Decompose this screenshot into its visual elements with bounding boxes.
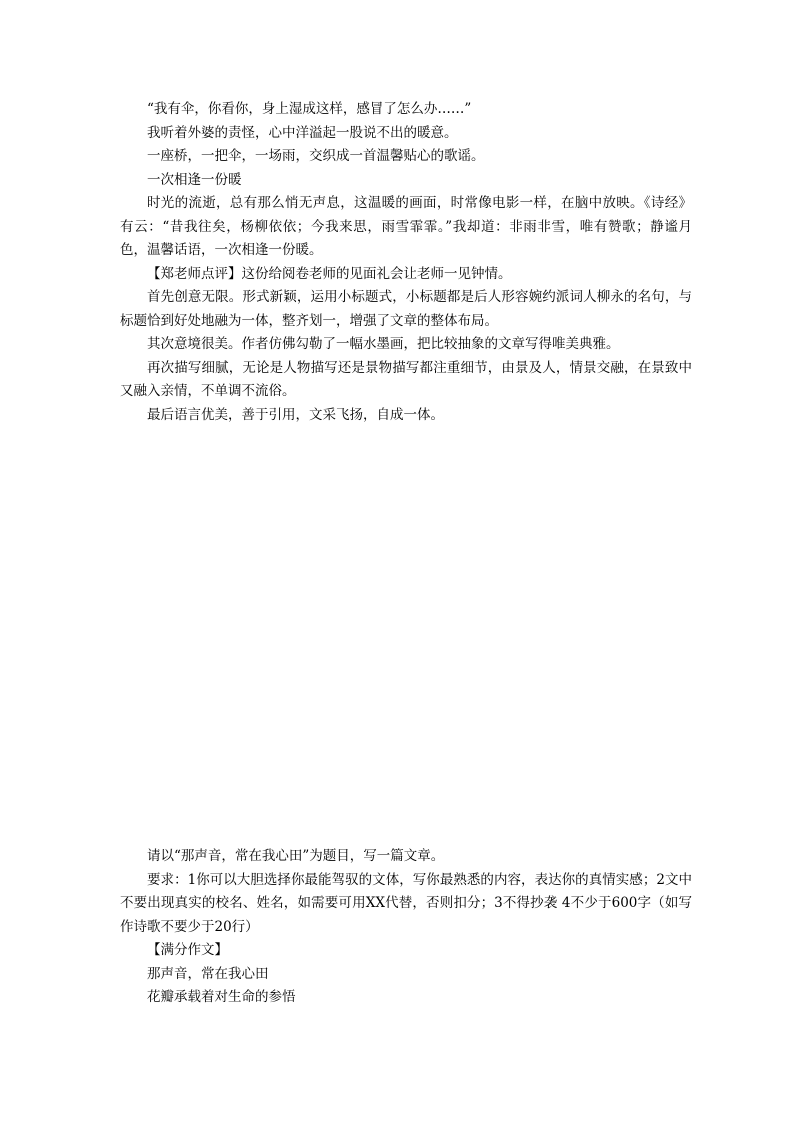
writing-prompt <box>120 845 692 1010</box>
prompt-paragraph: 请以“那声音，常在我心田”为题目，写一篇文章。 <box>147 848 445 864</box>
essay-subtitle: 花瓣承载着对生命的参悟 <box>147 989 296 1005</box>
comment-paragraph: 其次意境很美。作者仿佛勾勒了一幅水墨画，把比较抽象的文章写得唯美典雅。 <box>147 336 620 352</box>
requirements-paragraph: 要求：1你可以大胆选择你最能驾驭的文体，写你最熟悉的内容，表达你的真情实感；2文中不要出现真实的校名、姓名，如需要可用XX代替，否则扣分；3不得抄袭 4不少于600字（如写作诗歌不要少于20行） <box>120 871 692 935</box>
subheading: 一次相逢一份暖 <box>147 171 242 188</box>
model-essay-heading: 【满分作文】 <box>147 942 228 958</box>
quote-paragraph: “我有伞，你看你，身上湿成这样，感冒了怎么办……” <box>147 101 472 117</box>
teacher-comment-heading: 【郑老师点评】这份给阅卷老师的见面礼会让老师一见钟情。 <box>147 265 512 282</box>
comment-paragraph: 首先创意无限。形式新颖，运用小标题式，小标题都是后人形容婉约派词人柳永的名句，与标题恰到好处地融为一体，整齐划一，增强了文章的整体布局。 <box>120 289 692 329</box>
comment-paragraph: 再次描写细腻，无论是人物描写还是景物描写都注重细节，由景及人，情景交融，在景致中又融入亲情，不单调不流俗。 <box>120 359 692 399</box>
essay-excerpt <box>120 98 692 427</box>
paragraph: 一座桥，一把伞，一场雨，交织成一首温馨贴心的歌谣。 <box>147 148 485 164</box>
paragraph: 我听着外婆的责怪，心中洋溢起一股说不出的暖意。 <box>147 124 458 141</box>
essay-title: 那声音，常在我心田 <box>147 965 269 982</box>
paragraph: 时光的流逝，总有那么悄无声息，这温暖的画面，时常像电影一样，在脑中放映。《诗经》有云：“昔我往矣，杨柳依依；今我来思，雨雪霏霏。”我却道：非雨非雪，唯有赞歌；静谧月色，温馨话语，一次相逢一份暖。 <box>120 195 692 258</box>
comment-paragraph: 最后语言优美，善于引用，文采飞扬，自成一体。 <box>147 406 444 423</box>
